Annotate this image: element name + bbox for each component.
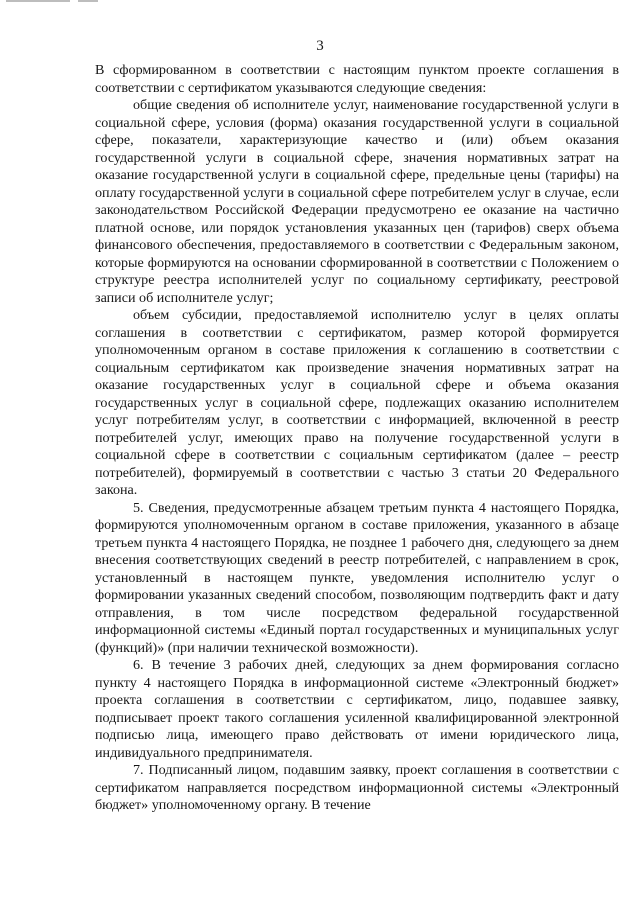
paragraph-intro: В сформированном в соответствии с настоящим пунктом проекте соглашения в соответствии с сертификатом указываются следующие сведения: [95, 62, 619, 96]
paragraph-item-7: 7. Подписанный лицом, подавшим заявку, проект соглашения в соответствии с сертификатом направляется посредством информационной системы «Электронный бюджет» уполномоченному органу. В течение [95, 762, 619, 813]
scan-artifact [6, 0, 70, 2]
scan-artifact [78, 0, 98, 2]
page-number: 3 [316, 38, 324, 54]
paragraph-general-info: общие сведения об исполнителе услуг, наименование государственной услуги в социальной сфере, условия (форма) оказания государственной услуги в социальной сфере, показатели, характеризующие качество и (или) объем оказания государственной услуги в социальной сфере, значения нормативных затрат на оказание государственной услуги в социальной сфере, предельные цены (тарифы) на оплату государственной услуги в социальной сфере потребителем услуг в случае, если законодательством Российской Федерации предусмотрено ее оказание на частично платной основе, или порядок установления указанных цен (тарифов) сверх объема финансового обеспечения, предоставляемого в соответствии с Федеральным законом, которые формируются на основании сформированной в соответствии с Положением о структуре реестра исполнителей услуг по социальному сертификату, реестровой записи об исполнителе услуг; [95, 97, 619, 306]
paragraph-item-5: 5. Сведения, предусмотренные абзацем третьим пункта 4 настоящего Порядка, формируются уполномоченным органом в составе приложения, указанного в абзаце третьем пункта 4 настоящего Порядка, не позднее 1 рабочего дня, следующего за днем внесения соответствующих сведений в реестр потребителей, с направлением в срок, установленный в настоящем пункте, уведомления исполнителю услуг о формировании указанных сведений способом, позволяющим подтвердить факт и дату отправления, в том числе посредством федеральной государственной информационной системы «Единый портал государственных и муниципальных услуг (функций)» (при наличии технической возможности). [95, 499, 619, 656]
paragraph-subsidy-volume: объем субсидии, предоставляемой исполнителю услуг в целях оплаты соглашения в соответствии с сертификатом, размер которой формируется уполномоченным органом в составе приложения к соглашению в соответствии с социальным сертификатом как произведение значения нормативных затрат на оказание государственных услуг в социальной сфере и объема оказания государственных услуг в социальной сфере, подлежащих оказанию исполнителем услуг потребителям услуг, в соответствии с информацией, включенной в реестр потребителей услуг, имеющих право на получение государственной услуги в социальной сфере в соответствии с социальным сертификатом (далее – реестр потребителей), формируемый в соответствии с частью 3 статьи 20 Федерального закона. [95, 307, 619, 498]
paragraph-item-6: 6. В течение 3 рабочих дней, следующих за днем формирования согласно пункту 4 настоящего Порядка в информационной системе «Электронный бюджет» проекта соглашения в соответствии с сертификатом, лицо, подавшее заявку, подписывает проект такого соглашения усиленной квалифицированной электронной подписью лица, имеющего право действовать от имени юридического лица, индивидуального предпринимателя. [95, 657, 619, 761]
document-body [95, 62, 619, 815]
